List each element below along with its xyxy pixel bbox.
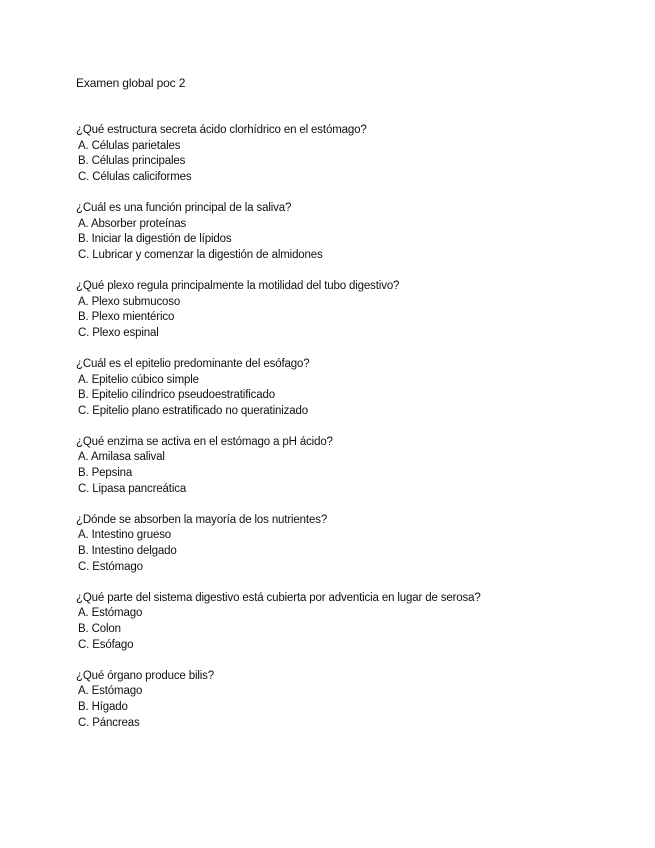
answer-option: A. Plexo submucoso [78,295,181,308]
answer-option: C. Estómago [78,560,143,573]
answer-option: B. Plexo mientérico [78,311,175,324]
answer-option: A. Amilasa salival [78,451,165,464]
document-title: Examen global poc 2 [76,76,186,90]
question-text: ¿Qué órgano produce bilis? [76,669,215,682]
question-text: ¿Cuál es el epitelio predominante del esófago? [76,357,310,370]
answer-option: B. Epitelio cilíndrico pseudoestratificado [78,389,275,402]
answer-option: C. Páncreas [78,716,140,729]
question-6 [76,513,636,575]
question-2 [76,201,636,263]
answer-option: A. Epitelio cúbico simple [78,373,199,386]
answer-options [76,217,636,264]
question-text: ¿Qué parte del sistema digestivo está cubierta por adventicia en lugar de serosa? [76,591,481,604]
answer-option: B. Células principales [78,155,186,168]
answer-option: C. Esófago [78,638,134,651]
question-1 [76,123,636,185]
question-text: ¿Qué plexo regula principalmente la motilidad del tubo digestivo? [76,279,400,292]
answer-option: B. Colon [78,623,121,635]
answer-option: A. Absorber proteínas [78,217,187,230]
question-text: ¿Cuál es una función principal de la saliva? [76,201,292,214]
answer-option: C. Plexo espinal [78,326,159,339]
answer-option: C. Epitelio plano estratificado no queratinizado [78,404,308,417]
answer-option: C. Lipasa pancreática [78,482,187,495]
answer-options [76,606,636,653]
answer-option: A. Estómago [78,685,143,698]
question-7 [76,591,636,653]
answer-options [76,528,636,575]
answer-options [76,450,636,497]
answer-options [76,684,636,731]
answer-option: C. Células caliciformes [78,170,192,183]
answer-option: A. Intestino grueso [78,529,172,542]
answer-options [76,373,636,420]
question-text: ¿Qué estructura secreta ácido clorhídrico en el estómago? [76,124,367,136]
answer-options [76,139,636,186]
answer-option: B. Iniciar la digestión de lípidos [78,233,232,246]
answer-option: B. Pepsina [78,467,133,480]
answer-option: C. Lubricar y comenzar la digestión de almidones [78,248,323,261]
question-4 [76,357,636,419]
answer-option: A. Células parietales [78,139,181,152]
question-list [76,123,636,747]
question-8 [76,669,636,731]
question-text: ¿Dónde se absorben la mayoría de los nutrientes? [76,513,328,526]
answer-options [76,295,636,342]
question-5 [76,435,636,497]
question-text: ¿Qué enzima se activa en el estómago a pH ácido? [76,435,333,448]
answer-option: B. Hígado [78,700,128,713]
answer-option: A. Estómago [78,607,143,620]
question-3 [76,279,636,341]
answer-option: B. Intestino delgado [78,545,177,558]
